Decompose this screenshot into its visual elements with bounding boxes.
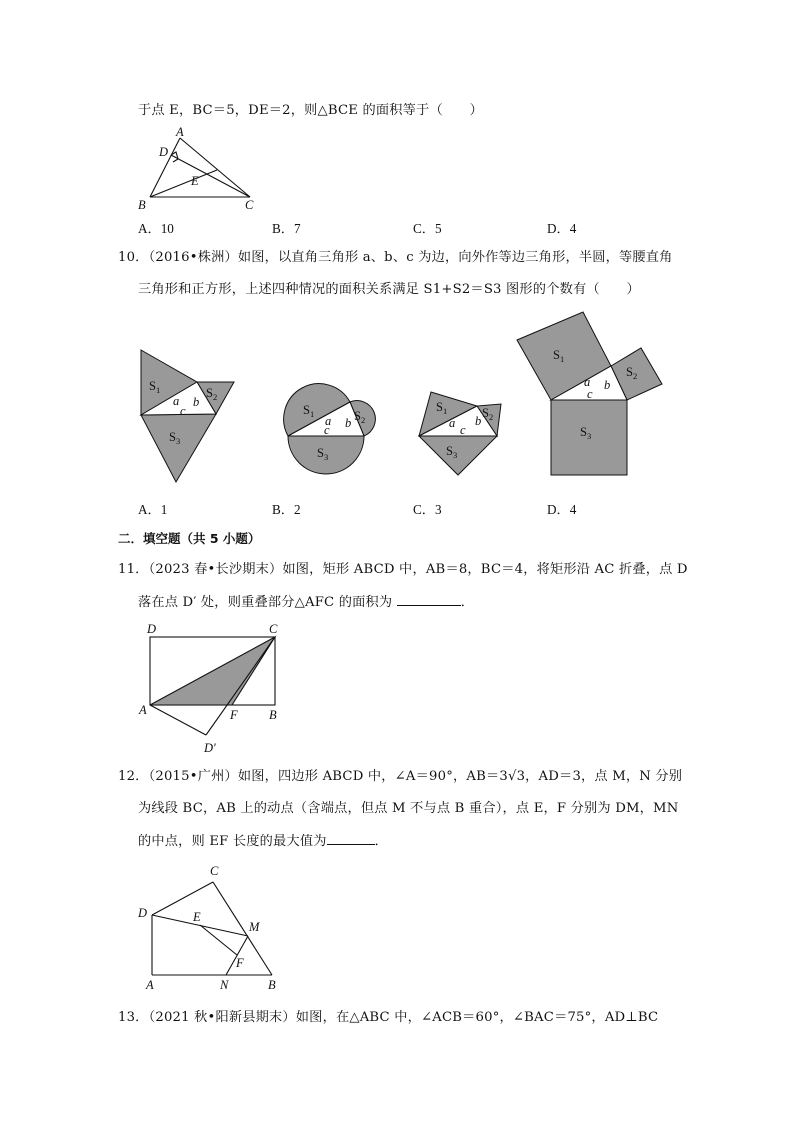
q9-text: 于点 E，BC＝5，DE＝2，则△BCE 的面积等于（ ） (138, 103, 483, 118)
q10-fig4-b: b (604, 378, 611, 392)
q10-option-b: B．2 (272, 502, 301, 517)
q9-label-E: E (191, 174, 199, 188)
q11-label-A: A (139, 703, 147, 717)
q10-fig1-s1-label: $S_1$ (149, 379, 161, 395)
q11-label-D: D (147, 622, 157, 636)
q10-fig2-s2-label: $S_2$ (354, 409, 366, 425)
q12-label-E: E (193, 910, 201, 924)
q12-label-D: D (138, 906, 148, 920)
q9-label-A: A (176, 125, 184, 139)
q10-fig1-a: a (173, 394, 180, 408)
q9-label-D: D (159, 145, 169, 159)
q13-text-line1: 13．（2021 秋•阳新县期末）如图，在△ABC 中，∠ACB＝60°，∠BAC＝75°，AD⊥BC (118, 1010, 659, 1025)
q10-fig3-s2-label: $S_2$ (482, 406, 494, 422)
q12-text-line2: 为线段 BC，AB 上的动点（含端点，但点 M 不与点 B 重合），点 E，F 分别为 DM，MN (138, 801, 679, 816)
q12-text-end: ． (374, 834, 389, 849)
q9-label-B: B (138, 198, 146, 212)
q10-fig3-c: c (460, 423, 466, 437)
q10-fig2-a: a (325, 414, 332, 428)
q10-option-a: A．1 (138, 502, 168, 517)
q12-label-N: N (220, 978, 229, 992)
q10-fig2-c: c (324, 423, 330, 437)
q12-text-line3-body: 的中点，则 EF 长度的最大值为 (138, 834, 327, 849)
q10-fig4-s3-label: $S_3$ (580, 425, 592, 441)
q11-label-Dp: D′ (204, 741, 216, 755)
q10-fig2-b: b (345, 416, 352, 430)
q11-label-C: C (269, 622, 278, 636)
q10-fig4-a: a (584, 375, 591, 389)
q9-label-C: C (245, 198, 254, 212)
q11-label-B: B (269, 708, 277, 722)
q10-fig2-s1-label: $S_1$ (303, 403, 315, 419)
q10-fig3-a: a (449, 416, 456, 430)
q9-option-c: C．5 (413, 221, 442, 236)
q11-text-end: ． (460, 595, 475, 610)
q10-fig1-s2-label: $S_2$ (206, 386, 218, 402)
q11-label-F: F (230, 708, 238, 722)
q12-text-line1: 12．（2015•广州）如图，四边形 ABCD 中，∠A＝90°，AB＝3√3，AD＝3，点 M，N 分别 (118, 769, 683, 784)
q10-fig2-s3-label: $S_3$ (317, 446, 329, 462)
q10-fig1-s3-label: $S_3$ (169, 430, 181, 446)
q10-fig3-s1-label: $S_1$ (436, 400, 448, 416)
q11-text-line2-body: 落在点 D′ 处，则重叠部分△AFC 的面积为 (138, 595, 393, 610)
q10-fig1-b: b (193, 395, 200, 409)
q10-fig4-s2-label: $S_2$ (626, 365, 638, 381)
q12-label-M: M (249, 920, 260, 934)
q10-fig4-s1-label: $S_1$ (553, 348, 565, 364)
q10-fig1-c: c (180, 404, 186, 418)
q9-option-b: B．7 (272, 221, 301, 236)
q10-fig3-b: b (475, 414, 482, 428)
q10-option-d: D．4 (547, 502, 577, 517)
q9-option-d: D．4 (547, 221, 577, 236)
section-title: 二．填空题（共 5 小题） (118, 531, 261, 546)
q9-option-a: A．10 (138, 221, 174, 236)
q10-text-line1: 10．（2016•株洲）如图，以直角三角形 a、b、c 为边，向外作等边三角形，半圆，等腰直角 (118, 250, 673, 265)
q12-label-A: A (146, 978, 154, 992)
q10-text-line2: 三角形和正方形，上述四种情况的面积关系满足 S1+S2＝S3 图形的个数有（ ） (138, 282, 640, 297)
q10-fig3-s3-label: $S_3$ (446, 444, 458, 460)
q10-fig4-c: c (587, 387, 593, 401)
q12-label-F: F (236, 956, 244, 970)
q11-text-line1: 11．（2023 春•长沙期末）如图，矩形 ABCD 中，AB＝8，BC＝4，将矩形沿 AC 折叠，点 D (118, 562, 688, 577)
q12-label-B: B (268, 978, 276, 992)
q12-label-C: C (210, 864, 219, 878)
q10-option-c: C．3 (413, 502, 442, 517)
